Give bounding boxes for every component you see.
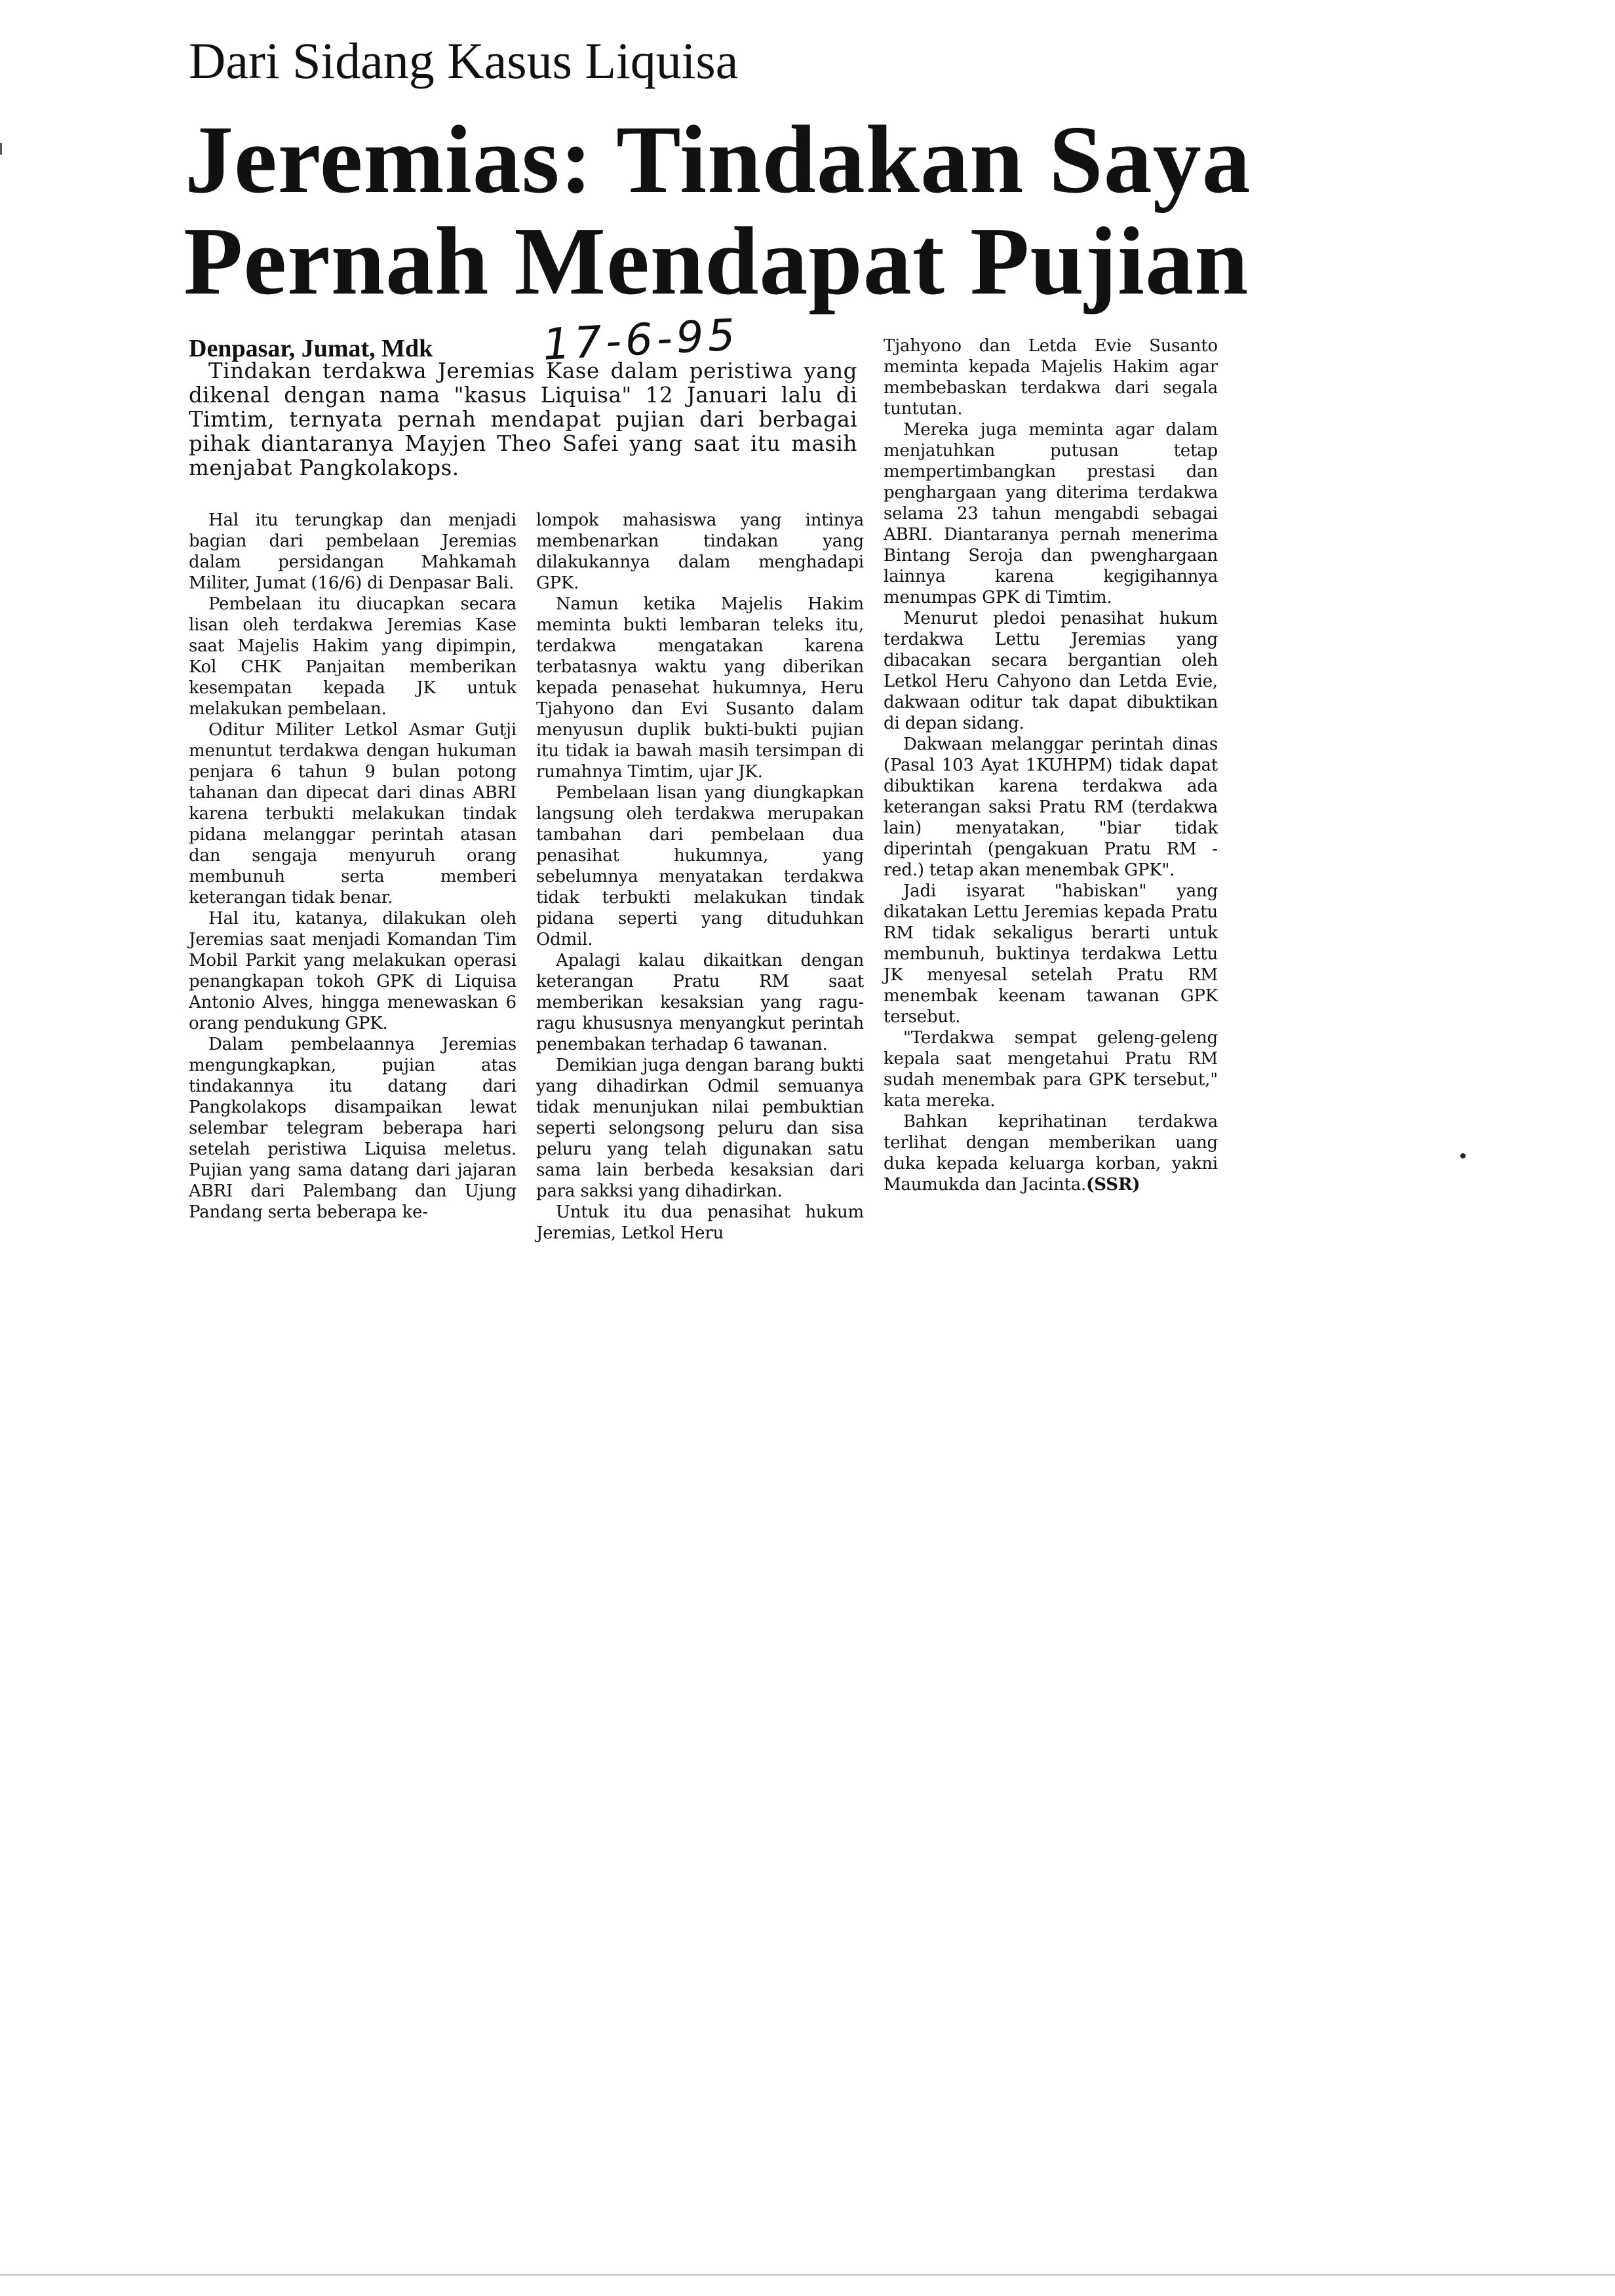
lead-text: Tindakan terdakwa Jeremias Kase dalam peristiwa yang dikenal dengan nama "kasus Liquisa" 12 Januari lalu di Timtim, ternyata pernah mendapat pujian dari berbagai pihak diantaranya Mayjen Theo Safei yang saat itu masih menjabat Pangkolakops. bbox=[189, 358, 857, 480]
handwritten-date: 17-6-95 bbox=[541, 309, 741, 370]
headline-line-1: Jeremias: Tindakan Saya bbox=[185, 106, 1251, 214]
body-column-2 bbox=[536, 510, 864, 1244]
paragraph: Dalam pembelaannya Jeremias mengungkapkan, pujian atas tindakannya itu datang dari Pangkolakops disampaikan lewat selembar telegram beberapa hari setelah peristiwa Liquisa meletus. Pujian yang sama datang dari jajaran ABRI dari Palembang dan Ujung Pandang serta beberapa ke- bbox=[189, 1035, 516, 1222]
body-column-1 bbox=[189, 510, 516, 1223]
body-column-3 bbox=[884, 335, 1218, 1195]
paragraph: Tjahyono dan Letda Evie Susanto meminta kepada Majelis Hakim agar membebaskan terdakwa dari segala tuntutan. bbox=[884, 336, 1218, 419]
headline-line-2: Pernah Mendapat Pujian bbox=[184, 208, 1249, 315]
final-paragraph bbox=[884, 1111, 1218, 1195]
paragraph: Pembelaan itu diucapkan secara lisan oleh terdakwa Jeremias Kase saat Majelis Hakim yang dipimpin, Kol CHK Panjaitan memberikan kesempatan kepada JK untuk melakukan pembelaan. bbox=[189, 594, 516, 719]
paragraph: Apalagi kalau dikaitkan dengan keterangan Pratu RM saat memberikan kesaksian yang ragu-ragu khususnya menyangkut perintah penembakan terhadap 6 tawanan. bbox=[536, 951, 864, 1054]
paragraph-text: Bahkan keprihatinan terdakwa terlihat dengan memberikan uang duka kepada keluarga korban, yakni Maumukda dan Jacinta. bbox=[884, 1112, 1218, 1195]
scan-edge-mark bbox=[0, 143, 2, 155]
paragraph: Untuk itu dua penasihat hukum Jeremias, Letkol Heru bbox=[536, 1202, 864, 1243]
kicker: Dari Sidang Kasus Liquisa bbox=[189, 32, 739, 89]
author-signoff: (SSR) bbox=[1086, 1175, 1140, 1195]
paragraph: lompok mahasiswa yang intinya membenarkan tindakan yang dilakukannya dalam menghadapi GPK. bbox=[536, 510, 864, 593]
paragraph: Hal itu, katanya, dilakukan oleh Jeremias saat menjadi Komandan Tim Mobil Parkit yang melakukan operasi penangkapan tokoh GPK di Liquisa Antonio Alves, hingga menewaskan 6 orang pendukung GPK. bbox=[189, 909, 516, 1033]
paragraph: "Terdakwa sempat geleng-geleng kepala saat mengetahui Pratu RM sudah menembak para GPK tersebut," kata mereka. bbox=[884, 1028, 1218, 1111]
paragraph: Dakwaan melanggar perintah dinas (Pasal 103 Ayat 1KUHPM) tidak dapat dibuktikan karena terdakwa ada keterangan saksi Pratu RM (terdakwa lain) menyatakan, "biar tidak diperintah (pengakuan Pratu RM - red.) tetap akan menembak GPK". bbox=[884, 735, 1218, 880]
scan-bottom-line bbox=[0, 2274, 1615, 2276]
paragraph: Demikian juga dengan barang bukti yang dihadirkan Odmil semuanya tidak menunjukan nilai pembuktian seperti selongsong peluru dan sisa peluru yang telah digunakan satu sama lain berbeda kesaksian dari para sakksi yang dihadirkan. bbox=[536, 1056, 864, 1201]
paragraph: Jadi isyarat "habiskan" yang dikatakan Lettu Jeremias kepada Pratu RM tidak sekaligus berarti untuk membunuh, buktinya terdakwa Lettu JK menyesal setelah Pratu RM menembak keenam tawanan GPK tersebut. bbox=[884, 881, 1218, 1027]
lead-paragraph bbox=[189, 359, 857, 480]
paragraph: Mereka juga meminta agar dalam menjatuhkan putusan tetap mempertimbangkan prestasi dan penghargaan yang diterima terdakwa selama 23 tahun mengabdi sebagai ABRI. Diantaranya pernah menerima Bintang Seroja dan pwenghargaan lainnya karena kegigihannya menumpas GPK di Timtim. bbox=[884, 420, 1218, 607]
paragraph: Namun ketika Majelis Hakim meminta bukti lembaran teleks itu, terdakwa mengatakan karena terbatasnya waktu yang diberikan kepada penasehat hukumnya, Heru Tjahyono dan Evi Susanto dalam menyusun duplik bukti-bukti pujian itu tidak ia bawah masih tersimpan di rumahnya Timtim, ujar JK. bbox=[536, 594, 864, 782]
dateline: Denpasar, Jumat, Mdk bbox=[189, 335, 433, 362]
paragraph: Hal itu terungkap dan menjadi bagian dari pembelaan Jeremias dalam persidangan Mahkamah Militer, Jumat (16/6) di Denpasar Bali. bbox=[189, 510, 516, 593]
paragraph: Pembelaan lisan yang diungkapkan langsung oleh terdakwa merupakan tambahan dari pembelaan dua penasihat hukumnya, yang sebelumnya menyatakan terdakwa tidak terbukti melakukan tindak pidana seperti yang dituduhkan Odmil. bbox=[536, 783, 864, 949]
paragraph: Menurut pledoi penasihat hukum terdakwa Lettu Jeremias yang dibacakan secara bergantian oleh Letkol Heru Cahyono dan Letda Evie, dakwaan oditur tak dapat dibuktikan di depan sidang. bbox=[884, 609, 1218, 733]
paragraph: Oditur Militer Letkol Asmar Gutji menuntut terdakwa dengan hukuman penjara 6 tahun 9 bulan potong tahanan dan dipecat dari dinas ABRI karena terbukti melakukan tindak pidana melanggar perintah atasan dan sengaja menyuruh orang membunuh serta memberi keterangan tidak benar. bbox=[189, 720, 516, 908]
scan-speck bbox=[1460, 1153, 1466, 1158]
